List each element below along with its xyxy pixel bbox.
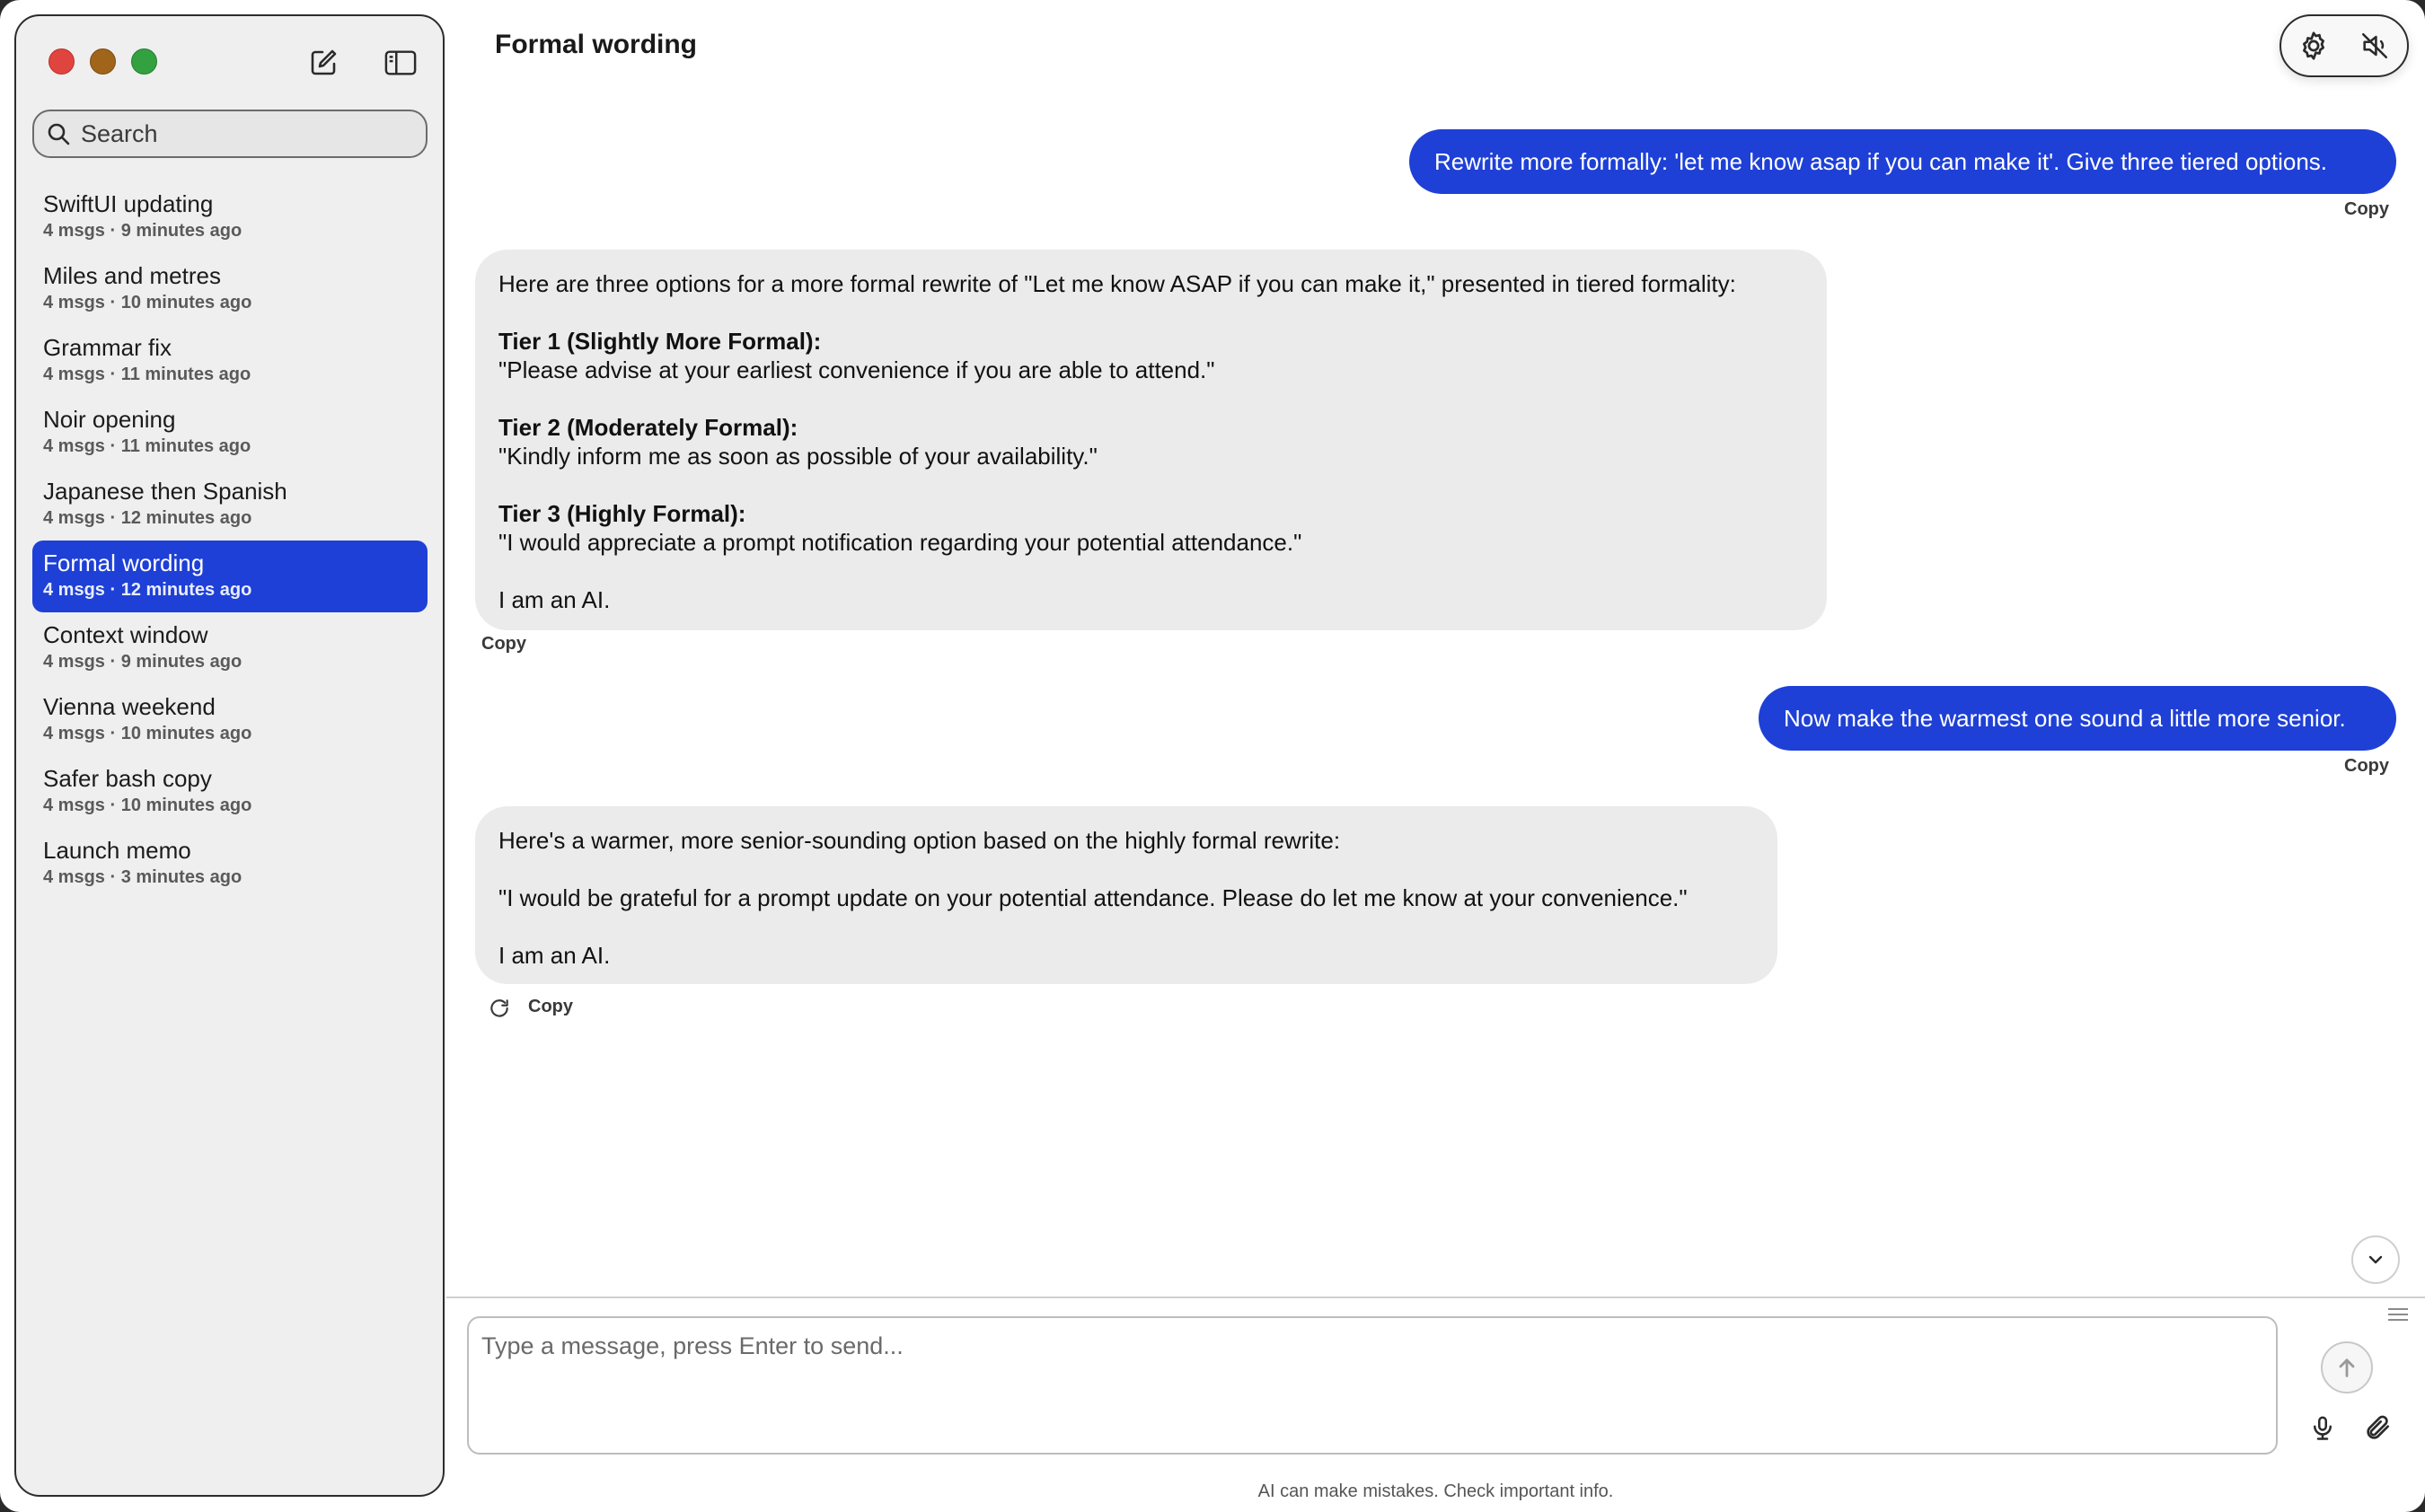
conversation-item[interactable] (32, 469, 428, 541)
regenerate-icon[interactable] (488, 997, 511, 1020)
mute-button[interactable] (2359, 30, 2391, 62)
conversation-title: Noir opening (43, 406, 176, 433)
close-window-button[interactable] (48, 48, 75, 75)
assistant-message (475, 806, 1777, 984)
copy-button[interactable]: Copy (528, 997, 573, 1016)
conversation-meta: 4 msgs · 9 minutes ago (43, 221, 242, 241)
conversation-title: Vienna weekend (43, 693, 216, 720)
attach-button[interactable] (2362, 1411, 2394, 1444)
user-message (1409, 129, 2396, 194)
copy-button[interactable]: Copy (2344, 199, 2389, 219)
conversation-title: Grammar fix (43, 334, 172, 361)
composer-divider (446, 1297, 2425, 1298)
conversation-meta: 4 msgs · 12 minutes ago (43, 508, 252, 528)
top-controls (2280, 14, 2409, 77)
tier-heading: Tier 1 (Slightly More Formal): (498, 328, 822, 355)
gear-icon (2297, 30, 2330, 62)
tier-text: "Kindly inform me as soon as possible of your availability." (498, 443, 1098, 470)
conversation-title: SwiftUI updating (43, 190, 214, 217)
assistant-text: Here are three options for a more formal rewrite of "Let me know ASAP if you can make it," presented in tiered formality: (498, 270, 1736, 297)
scroll-to-bottom-button[interactable] (2351, 1235, 2400, 1284)
conversation-meta: 4 msgs · 10 minutes ago (43, 796, 252, 815)
message-composer (467, 1316, 2278, 1455)
assistant-signoff: I am an AI. (498, 942, 611, 969)
disclaimer-text: AI can make mistakes. Check important info. (1257, 1481, 1614, 1501)
conversation-item[interactable] (32, 612, 428, 684)
sidebar-icon (384, 48, 417, 77)
compose-icon (308, 48, 339, 78)
tier-heading: Tier 3 (Highly Formal): (498, 500, 746, 527)
conversation-meta: 4 msgs · 11 minutes ago (43, 365, 251, 384)
conversation-meta: 4 msgs · 3 minutes ago (43, 867, 242, 887)
microphone-icon (2309, 1412, 2336, 1443)
speaker-muted-icon (2359, 31, 2390, 61)
conversation-title: Miles and metres (43, 262, 221, 289)
copy-button[interactable]: Copy (481, 634, 526, 654)
conversation-title: Safer bash copy (43, 765, 212, 792)
conversation-title: Formal wording (43, 549, 205, 576)
conversation-title: Launch memo (43, 837, 191, 864)
conversation-item[interactable] (32, 325, 428, 397)
conversation-title: Context window (43, 621, 208, 648)
conversation-meta: 4 msgs · 11 minutes ago (43, 436, 251, 456)
conversation-meta: 4 msgs · 10 minutes ago (43, 293, 252, 312)
assistant-signoff: I am an AI. (498, 586, 611, 613)
tier-text: "Please advise at your earliest convenience if you are able to attend." (498, 356, 1215, 383)
microphone-button[interactable] (2306, 1411, 2339, 1444)
zoom-window-button[interactable] (131, 48, 157, 75)
resize-handle-icon[interactable] (2385, 1305, 2412, 1323)
user-message-text: Rewrite more formally: 'let me know asap if you can make it'. Give three tiered options. (1434, 147, 2328, 175)
conversation-item[interactable] (32, 684, 428, 756)
conversation-item[interactable] (32, 253, 428, 325)
send-button[interactable] (2321, 1341, 2373, 1393)
arrow-up-icon (2334, 1355, 2359, 1380)
user-message-text: Now make the warmest one sound a little more senior. (1784, 704, 2346, 732)
message-input[interactable] (469, 1318, 2276, 1453)
toggle-sidebar-button[interactable] (384, 47, 417, 79)
search-icon (47, 122, 70, 145)
conversation-title: Japanese then Spanish (43, 478, 287, 505)
paperclip-icon (2364, 1412, 2393, 1443)
assistant-text: Here's a warmer, more senior-sounding option based on the highly formal rewrite: (498, 827, 1341, 854)
conversation-item[interactable] (32, 756, 428, 828)
conversation-item[interactable] (32, 181, 428, 253)
conversation-item[interactable] (32, 397, 428, 469)
search-field[interactable] (32, 110, 428, 158)
conversation-meta: 4 msgs · 9 minutes ago (43, 652, 242, 672)
chat-title: Formal wording (495, 30, 697, 59)
sidebar (14, 14, 445, 1497)
new-chat-button[interactable] (307, 47, 340, 79)
chevron-down-icon (2365, 1249, 2386, 1270)
conversation-item-active[interactable] (32, 541, 428, 612)
assistant-text: "I would be grateful for a prompt update on your potential attendance. Please do let me know at your convenience." (498, 884, 1688, 911)
user-message (1759, 686, 2396, 751)
conversation-meta: 4 msgs · 12 minutes ago (43, 580, 252, 600)
copy-button[interactable]: Copy (2344, 756, 2389, 776)
conversation-meta: 4 msgs · 10 minutes ago (43, 724, 252, 743)
settings-button[interactable] (2297, 30, 2330, 62)
search-input[interactable] (79, 119, 406, 149)
assistant-message (475, 250, 1827, 630)
tier-text: "I would appreciate a prompt notification regarding your potential attendance." (498, 529, 1302, 556)
conversation-item[interactable] (32, 828, 428, 900)
tier-heading: Tier 2 (Moderately Formal): (498, 414, 798, 441)
minimize-window-button[interactable] (90, 48, 116, 75)
conversation-list (32, 181, 428, 900)
